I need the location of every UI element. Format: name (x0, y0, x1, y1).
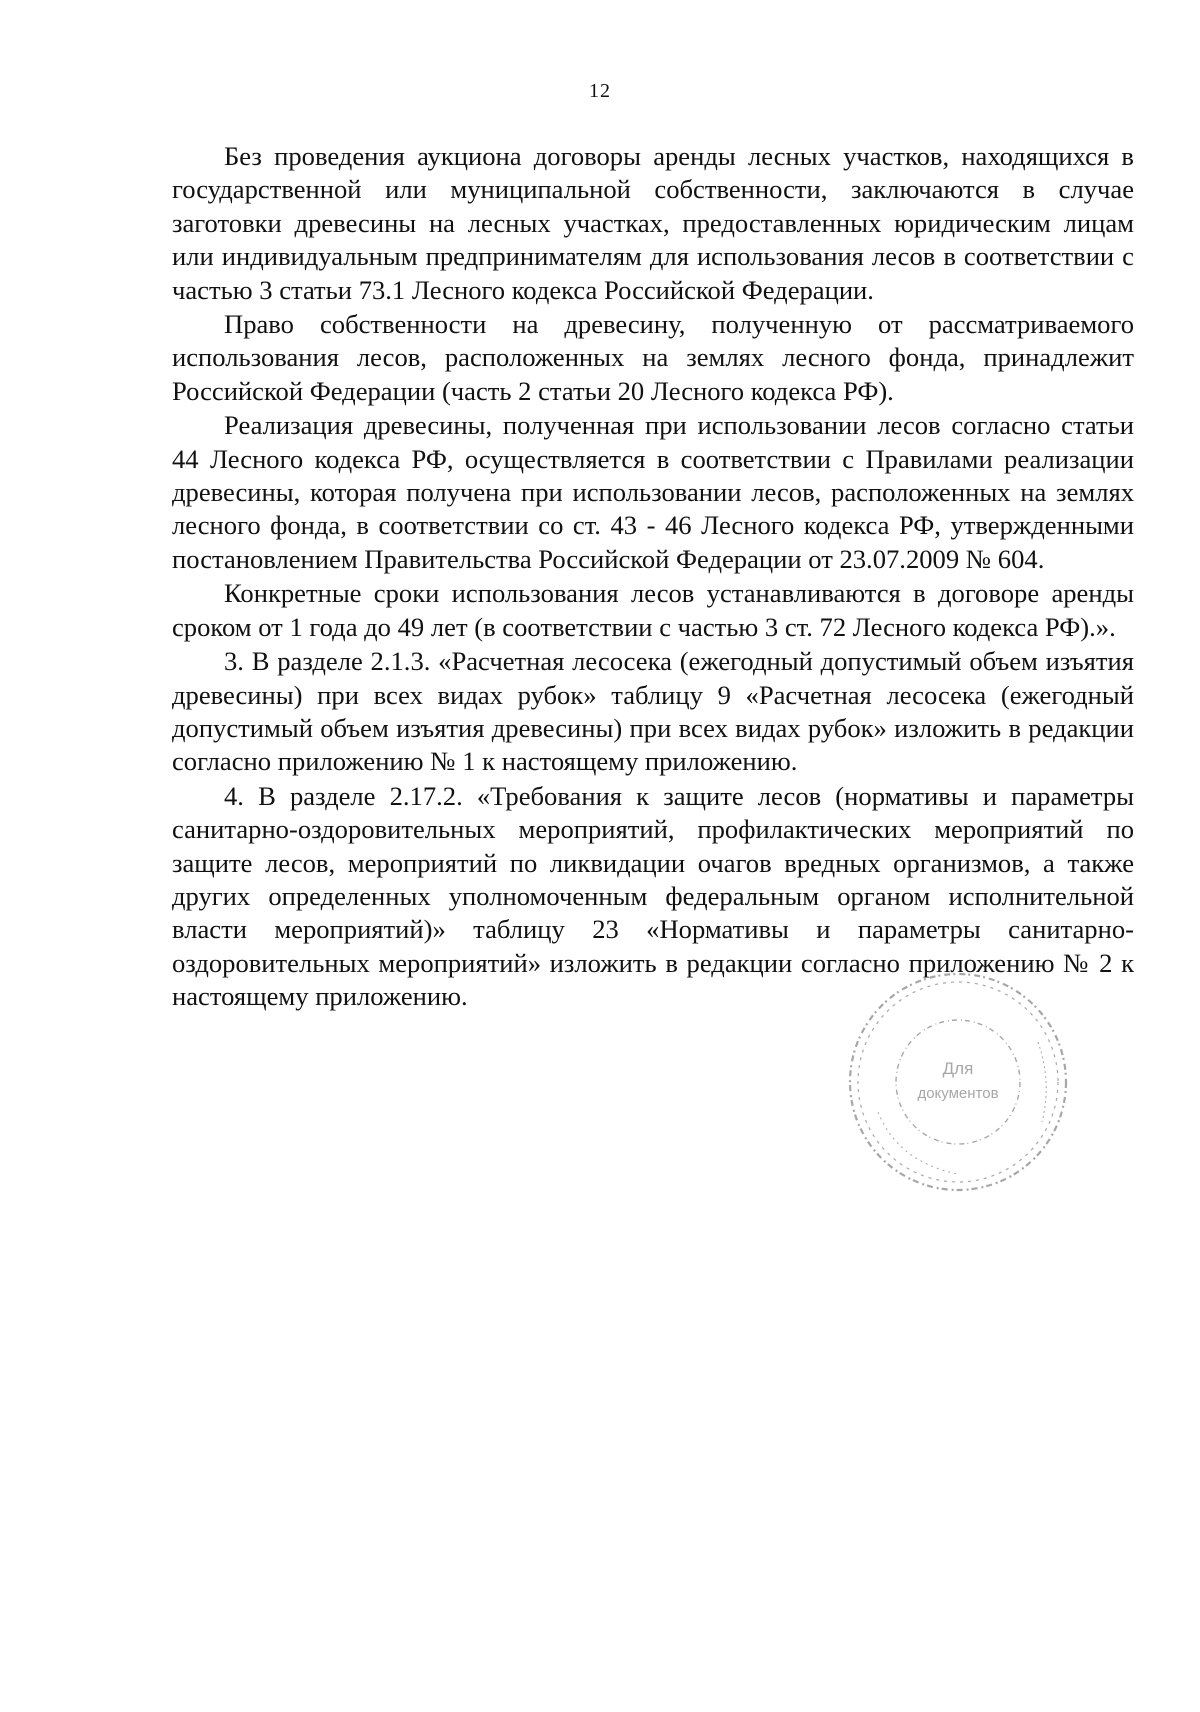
page-number: 12 (589, 80, 611, 102)
official-seal-stamp (838, 962, 1078, 1202)
paragraph-item-4: 4. В разделе 2.17.2. «Требования к защите лесов (нормативы и параметры санитарно-оздоровительных мероприятий, профилактических мероприятий по защите лесов, мероприятий по ликвидации очагов вредных организмов, а также других определенных уполномоченным федеральным органом исполнительной власти мероприятий)» таблицу 23 «Нормативы и параметры санитарно-оздоровительных мероприятий» изложить в редакции согласно приложению № 2 к настоящему приложению. (172, 780, 1134, 1012)
paragraph-auction-exemption: Без проведения аукциона договоры аренды лесных участков, находящихся в государственной или муниципальной собственности, заключаются в случае заготовки древесины на лесных участках, предоставленных юридическим лицам или индивидуальным предпринимателям для использования лесов в соответствии с частью 3 статьи 73.1 Лесного кодекса Российской Федерации. (172, 141, 1134, 305)
paragraph-wood-sale: Реализация древесины, полученная при использовании лесов согласно статьи 44 Лесного кодекса РФ, осуществляется в соответствии с Правилами реализации древесины, которая получена при использовании лесов, расположенных на землях лесного фонда, в соответствии со ст. 43 - 46 Лесного кодекса РФ, утвержденными постановлением Правительства Российской Федерации от 23.07.2009 № 604. (172, 410, 1134, 574)
document-body (172, 140, 1134, 1015)
paragraph-wood-ownership: Право собственности на древесину, полученную от рассматриваемого использования лесов, расположенных на землях лесного фонда, принадлежит Российской Федерации (часть 2 статьи 20 Лесного кодекса РФ). (172, 309, 1134, 406)
stamp-text-line2: документов (917, 1085, 999, 1102)
stamp-text-line1: Для (942, 1059, 974, 1078)
paragraph-lease-terms: Конкретные сроки использования лесов устанавливаются в договоре аренды сроком от 1 года до 49 лет (в соответствии с частью 3 ст. 72 Лесного кодекса РФ).». (172, 578, 1134, 642)
paragraph-item-3: 3. В разделе 2.1.3. «Расчетная лесосека (ежегодный допустимый объем изъятия древесины) при всех видах рубок» таблицу 9 «Расчетная лесосека (ежегодный допустимый объем изъятия древесины) при всех видах рубок» изложить в редакции согласно приложению № 1 к настоящему приложению. (172, 646, 1134, 777)
